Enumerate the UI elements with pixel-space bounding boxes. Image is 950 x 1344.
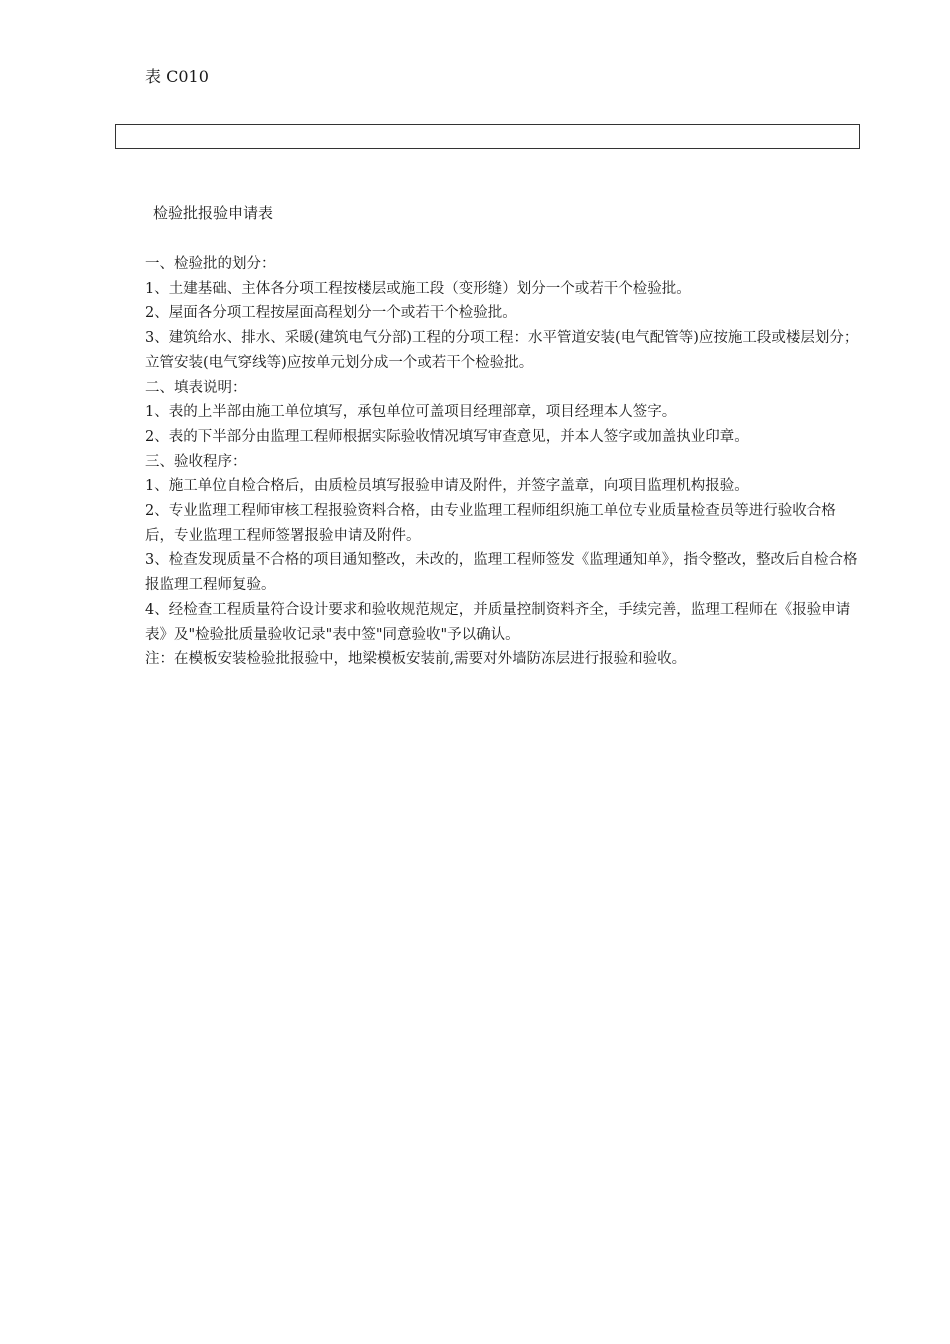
- form-code: 表 C010: [145, 67, 209, 86]
- paragraph-division-3: 3、建筑给水、排水、采暖(建筑电气分部)工程的分项工程：水平管道安装(电气配管等)应按施工段或楼层划分；立管安装(电气穿线等)应按单元划分成一个或若干个检验批。: [145, 330, 859, 371]
- blank-field-box: [115, 124, 860, 149]
- paragraph-procedure-4: 4、经检查工程质量符合设计要求和验收规范规定，并质量控制资料齐全，手续完善，监理工程师在《报验申请表》及"检验批质量验收记录"表中签"同意验收"予以确认。: [145, 601, 851, 643]
- paragraph-division-1: 1、土建基础、主体各分项工程按楼层或施工段（变形缝）划分一个或若干个检验批。: [145, 280, 691, 297]
- section-heading-acceptance-procedure: 三、验收程序：: [145, 453, 247, 470]
- paragraph-division-2: 2、屋面各分项工程按屋面高程划分一个或若干个检验批。: [145, 305, 517, 322]
- paragraph-fill-2: 2、表的下半部分由监理工程师根据实际验收情况填写审查意见，并本人签字或加盖执业印章。: [145, 428, 749, 445]
- paragraph-fill-1: 1、表的上半部由施工单位填写，承包单位可盖项目经理部章，项目经理本人签字。: [145, 404, 677, 421]
- instructions-body: [145, 252, 862, 672]
- paragraph-procedure-3: 3、检查发现质量不合格的项目通知整改，未改的，监理工程师签发《监理通知单》，指令整改，整改后自检合格报监理工程师复验。: [145, 552, 858, 594]
- paragraph-procedure-1: 1、施工单位自检合格后，由质检员填写报验申请及附件，并签字盖章，向项目监理机构报验。: [145, 478, 749, 495]
- section-heading-fill-instructions: 二、填表说明：: [145, 379, 247, 396]
- paragraph-procedure-2: 2、专业监理工程师审核工程报验资料合格，由专业监理工程师组织施工单位专业质量检查员等进行验收合格后，专业监理工程师签署报验申请及附件。: [145, 503, 836, 544]
- document-title: 检验批报验申请表: [153, 204, 274, 222]
- note-paragraph: 注：在模板安装检验批报验中，地梁模板安装前,需要对外墙防冻层进行报验和验收。: [145, 651, 687, 668]
- section-heading-division: 一、检验批的划分：: [145, 256, 276, 272]
